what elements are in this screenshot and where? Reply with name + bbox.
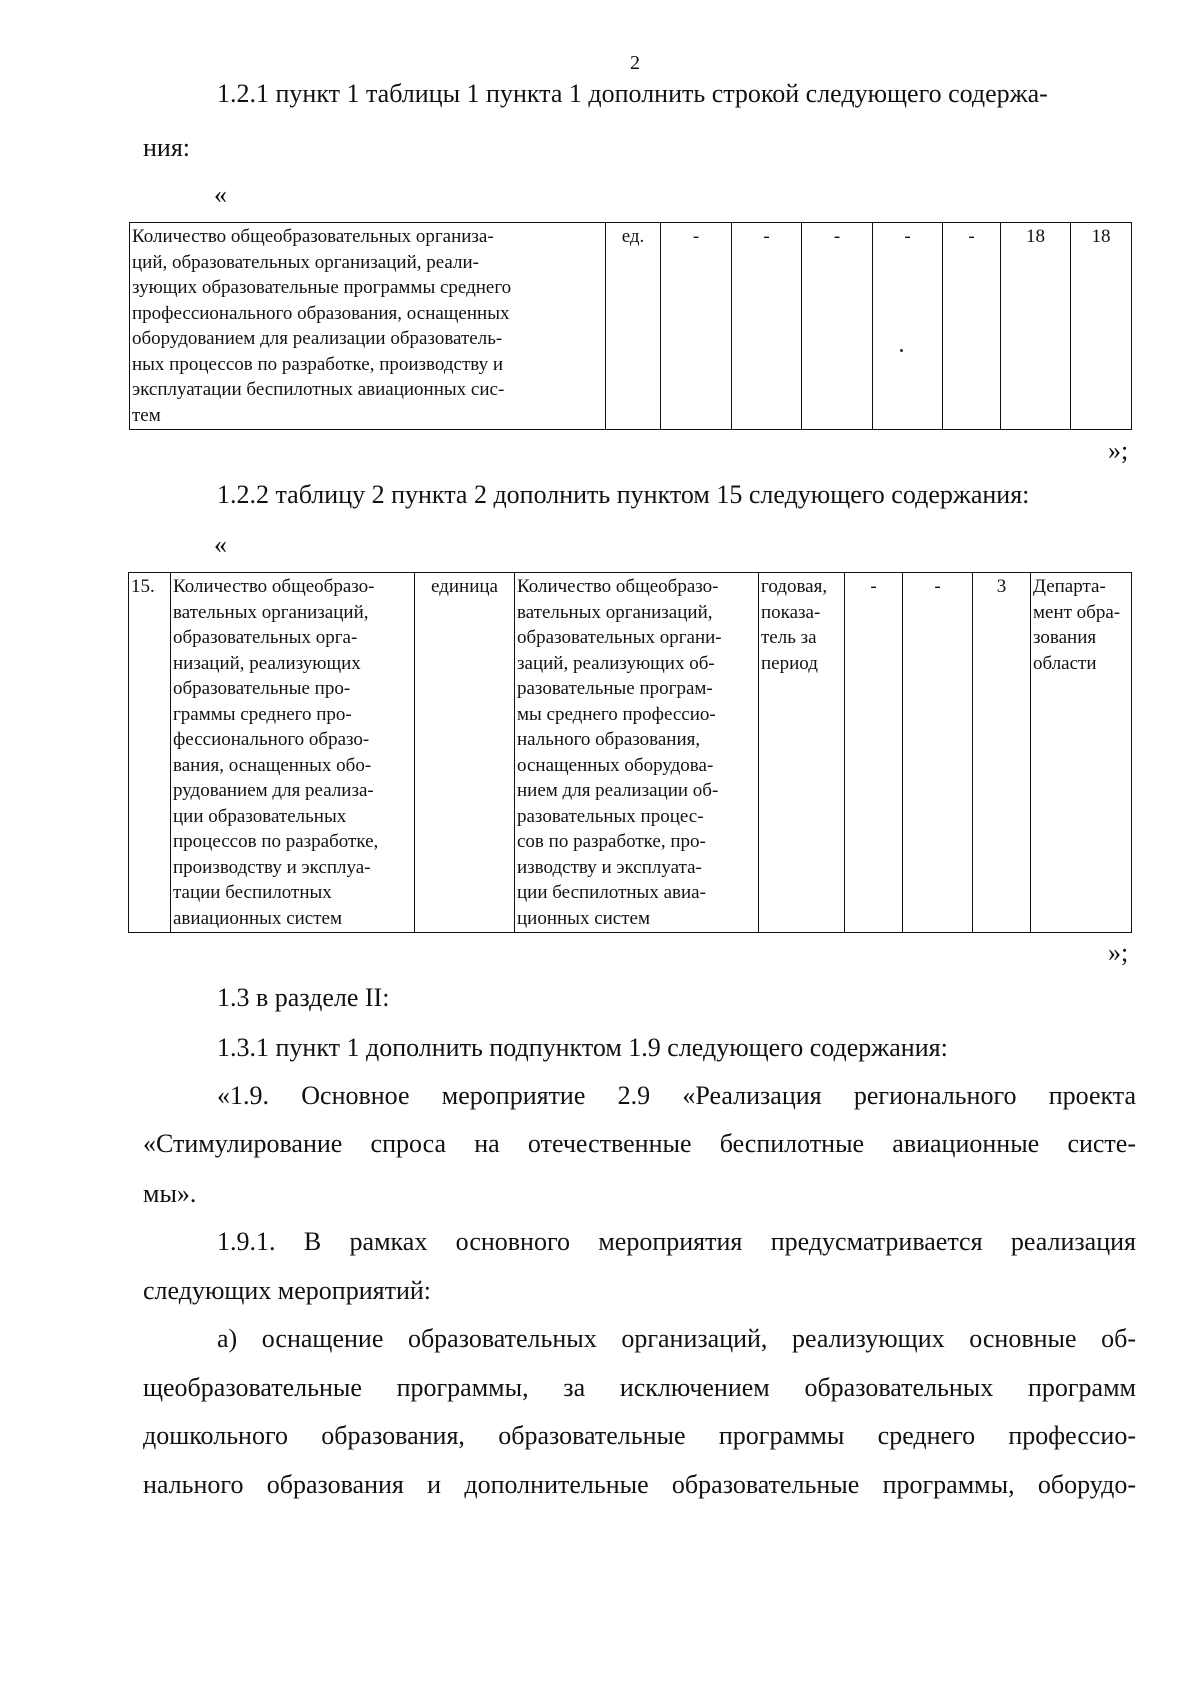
definition-line: заций, реализующих об- [517, 652, 715, 674]
indicator-name-line: тем [132, 404, 161, 426]
period-line: годовая, [761, 576, 828, 597]
value-cell: - [732, 223, 802, 430]
definition-line: мы среднего профессио- [517, 703, 716, 725]
responsible-line: Департа- [1033, 576, 1106, 597]
indicator-name-line: производству и эксплуа- [173, 856, 371, 878]
paragraph-1-2-2: 1.2.2 таблицу 2 пункта 2 дополнить пунктом 15 следующего содержания: [217, 480, 1030, 509]
indicator-name-line: ций, образовательных организаций, реали- [132, 251, 479, 273]
paragraph-1-9-1-line: следующих мероприятий: [143, 1276, 431, 1305]
indicator-name-line: оборудованием для реализации образователь- [132, 328, 503, 349]
period-line: период [761, 652, 818, 674]
definition-line: ционных систем [517, 907, 650, 929]
value-cell: 18 [1071, 223, 1132, 430]
indicator-name-line: образовательные про- [173, 678, 351, 699]
value-cell: - [943, 223, 1001, 430]
responsible-line: зования [1033, 627, 1097, 648]
paragraph-a-line: щеобразовательные программы, за исключением образовательных программ [143, 1373, 1136, 1402]
indicator-name-line: Количество общеобразовательных организа- [132, 226, 494, 247]
indicator-name-line: низаций, реализующих [173, 652, 361, 674]
responsible-line: области [1033, 652, 1097, 674]
period-line: тель за [761, 627, 817, 648]
close-quote-2: »; [1108, 938, 1129, 967]
responsible-cell [1031, 573, 1132, 933]
value-cell: - [802, 223, 873, 430]
indicator-name-cell [171, 573, 415, 933]
paragraph-a-line: дошкольного образования, образовательные программы среднего профессио- [143, 1421, 1136, 1450]
period-cell [759, 573, 845, 933]
value-cell: - [845, 573, 903, 933]
indicator-name-line: Количество общеобразо- [173, 576, 375, 597]
definition-line: разовательные програм- [517, 678, 713, 699]
value-cell: - [903, 573, 973, 933]
indicator-name-line: ции образовательных [173, 805, 347, 827]
definition-line: образовательных органи- [517, 627, 722, 648]
definition-line: Количество общеобразо- [517, 576, 719, 597]
paragraph-1-9-line: «Стимулирование спроса на отечественные беспилотные авиационные систе- [143, 1129, 1136, 1158]
paragraph-1-9-line: «1.9. Основное мероприятие 2.9 «Реализация регионального проекта [217, 1081, 1136, 1110]
definition-line: нального образования, [517, 729, 701, 750]
paragraph-a-line: нального образования и дополнительные образовательные программы, оборудо- [143, 1470, 1136, 1499]
scan-speck [900, 349, 903, 352]
value-cell: - [661, 223, 732, 430]
indicator-name-line: граммы среднего про- [173, 703, 352, 725]
definition-line: сов по разработке, про- [517, 831, 706, 852]
definition-line: изводству и эксплуата- [517, 856, 702, 878]
definition-line: оснащенных оборудова- [517, 754, 714, 776]
responsible-line: мент обра- [1033, 601, 1121, 623]
table-1-row [129, 222, 1132, 430]
page-number: 2 [630, 52, 640, 74]
definition-line: разовательных процес- [517, 805, 704, 827]
indicator-name-line: рудованием для реализа- [173, 780, 374, 801]
table-2-row [128, 572, 1132, 933]
unit-cell: единица [415, 573, 515, 933]
definition-line: ции беспилотных авиа- [517, 882, 706, 903]
paragraph-1-9-line: мы». [143, 1179, 197, 1208]
indicator-name-cell [130, 223, 606, 430]
row-number-cell: 15. [129, 573, 171, 933]
indicator-name-line: вательных организаций, [173, 601, 369, 623]
indicator-name-line: зующих образовательные программы среднего [132, 277, 512, 298]
paragraph-a-line: а) оснащение образовательных организаций, реализующих основные об- [217, 1324, 1136, 1353]
indicator-name-line: образовательных орга- [173, 627, 358, 648]
indicator-name-line: тации беспилотных [173, 882, 332, 903]
value-cell: - [873, 223, 943, 430]
indicator-name-line: профессионального образования, оснащенных [132, 302, 510, 324]
definition-line: вательных организаций, [517, 601, 713, 623]
indicator-name-line: эксплуатации беспилотных авиационных сис- [132, 379, 505, 400]
paragraph-1-3-1: 1.3.1 пункт 1 дополнить подпунктом 1.9 следующего содержания: [217, 1033, 948, 1062]
value-cell: 3 [973, 573, 1031, 933]
indicator-name-line: вания, оснащенных обо- [173, 754, 372, 776]
close-quote-1: »; [1108, 436, 1129, 465]
unit-cell: ед. [606, 223, 661, 430]
paragraph-1-3: 1.3 в разделе II: [217, 983, 390, 1012]
indicator-name-line: ных процессов по разработке, производству и [132, 353, 503, 375]
paragraph-1-9-1-line: 1.9.1. В рамках основного мероприятия предусматривается реализация [217, 1227, 1136, 1256]
indicator-name-line: авиационных систем [173, 907, 342, 929]
open-quote-1: « [214, 180, 227, 209]
paragraph-1-2-1: 1.2.1 пункт 1 таблицы 1 пункта 1 дополнить строкой следующего содержа- [217, 79, 1048, 108]
indicator-name-line: процессов по разработке, [173, 831, 379, 852]
open-quote-2: « [214, 530, 227, 559]
period-line: показа- [761, 601, 821, 623]
definition-cell [515, 573, 759, 933]
definition-line: нием для реализации об- [517, 780, 719, 801]
indicator-name-line: фессионального образо- [173, 729, 370, 750]
value-cell: 18 [1001, 223, 1071, 430]
paragraph-1-2-1-cont: ния: [143, 133, 191, 162]
